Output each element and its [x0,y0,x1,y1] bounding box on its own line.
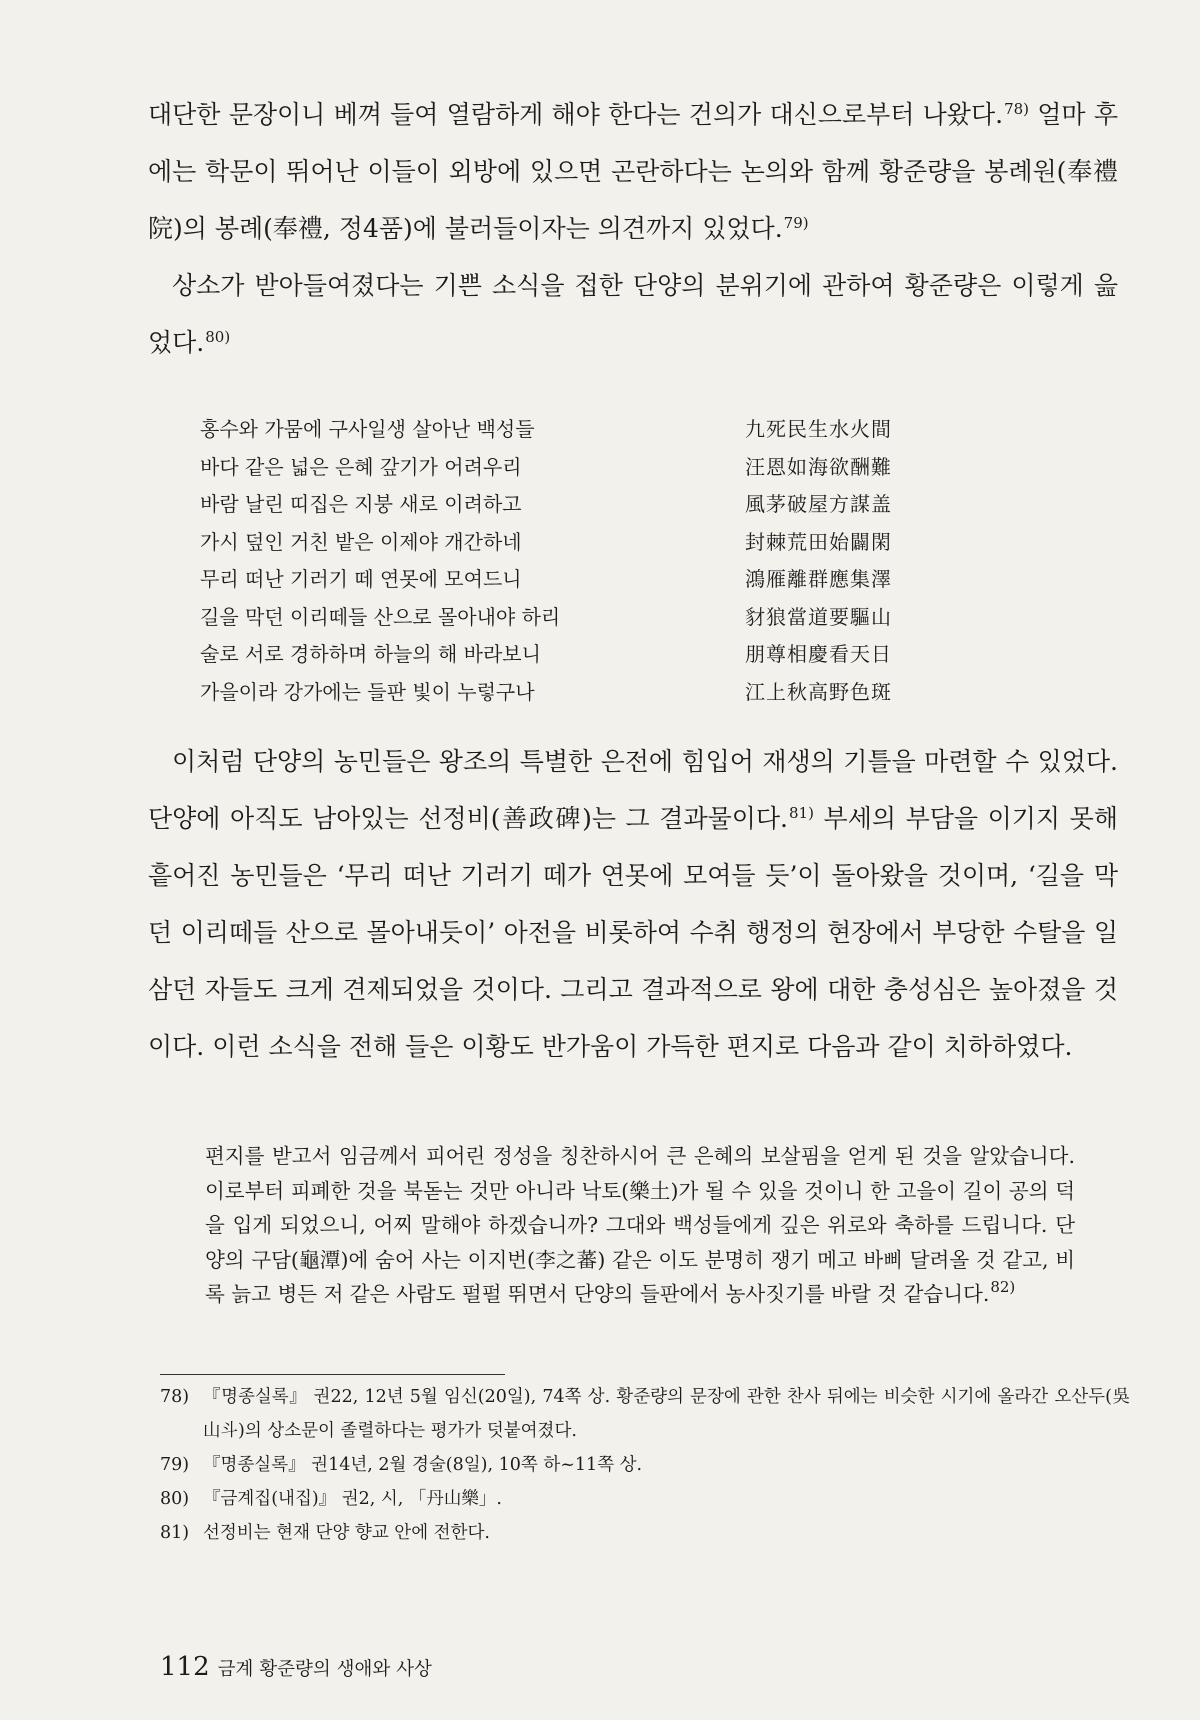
poem-line [200,411,900,449]
paragraph-text: 대단한 문장이니 베껴 들여 열람하게 해야 한다는 건의가 대신으로부터 나왔다. [148,100,1004,129]
footnote-divider [160,1374,505,1375]
page-number: 112 [160,1652,210,1682]
poem-korean: 길을 막던 이리떼들 산으로 몰아내야 하리 [200,604,561,629]
poem-chinese: 汪恩如海欲酬難 [745,454,892,479]
poem-chinese: 江上秋高野色斑 [745,679,892,704]
poem-line [200,449,900,487]
paragraph-text: 얼마 후에는 학문이 뛰어난 이들이 외방에 있으면 곤란하다는 논의와 함께 황준량을 봉례원(奉禮院)의 봉례(奉禮, 정4품)에 불러들이자는 의견까지 있었다. [148,100,1118,243]
poem-chinese: 風茅破屋方謀盖 [745,492,892,516]
poem-korean: 바다 같은 넓은 은혜 갚기가 어려우리 [200,454,522,479]
footnote-number: 80) [160,1489,190,1509]
footnote-ref-78[interactable]: 78) [1004,100,1030,118]
body-paragraph-3 [148,733,1118,1075]
poem-korean: 홍수와 가뭄에 구사일생 살아난 백성들 [200,417,535,441]
poem-korean: 무리 떠난 기러기 떼 연못에 모여드니 [200,567,522,591]
paragraph-text: 이처럼 단양의 농민들은 왕조의 특별한 은전에 힘입어 재생의 기틀을 마련할 수 있었다. 단양에 아직도 남아있는 선정비(善政碑)는 그 결과물이다. [148,747,1118,833]
poem-line [200,599,900,637]
poem-korean: 술로 서로 경하하며 하늘의 해 바라보니 [200,642,541,666]
poem-line [200,674,900,712]
footnote-item [160,1482,1130,1516]
poem-line [200,524,900,562]
body-paragraph-1 [148,86,1118,257]
poem-block [200,411,900,711]
paragraph-text: 상소가 받아들여졌다는 기쁜 소식을 접한 단양의 분위기에 관하여 황준량은 이렇게 읊었다. [148,271,1118,357]
poem-line [200,636,900,674]
letter-quote [205,1139,1075,1312]
running-title: 금계 황준량의 생애와 사상 [217,1659,432,1680]
footnote-ref-79[interactable]: 79) [783,214,809,232]
poem-chinese: 朋尊相慶看天日 [745,642,892,666]
poem-chinese: 豺狼當道要驅山 [745,604,892,629]
footnote-number: 79) [160,1455,190,1475]
poem-chinese: 封棘荒田始闢閑 [745,529,892,554]
footnote-number: 78) [160,1387,190,1407]
poem-line [200,561,900,599]
poem-korean: 바람 날린 띠집은 지붕 새로 이려하고 [200,492,522,516]
footnote-text: 『명종실록』 권22, 12년 5월 임신(20일), 74쪽 상. 황준량의 문장에 관한 찬사 뒤에는 비슷한 시기에 올라간 오산두(吳山斗)의 상소문이 졸렬하다는 평가가 덧붙여졌다. [203,1387,1130,1441]
poem-chinese: 鴻雁離群應集澤 [745,567,892,591]
footnote-item [160,1448,1130,1482]
page-footer [160,1652,432,1682]
footnote-ref-80[interactable]: 80) [205,328,231,346]
poem-line [200,486,900,524]
poem-korean: 가시 덮인 거친 밭은 이제야 개간하네 [200,529,522,554]
footnote-text: 선정비는 현재 단양 향교 안에 전한다. [203,1523,490,1543]
footnote-text: 『명종실록』 권14년, 2월 경술(8일), 10쪽 하~11쪽 상. [203,1455,643,1475]
footnote-item [160,1380,1130,1448]
footnote-text: 『금계집(내집)』 권2, 시, 「丹山樂」. [203,1489,502,1509]
footnote-ref-82[interactable]: 82) [990,1278,1016,1296]
footnote-item [160,1516,1130,1550]
footnotes-list [160,1380,1130,1550]
body-paragraph-2 [148,257,1118,371]
poem-chinese: 九死民生水火間 [745,417,892,441]
footnote-number: 81) [160,1523,190,1543]
footnote-ref-81[interactable]: 81) [789,804,814,822]
quote-text: 편지를 받고서 임금께서 피어린 정성을 칭찬하시어 큰 은혜의 보살핌을 얻게 된 것을 알았습니다. 이로부터 피폐한 것을 북돋는 것만 아니라 낙토(樂土)가 될 수 있을 것이니 한 고을이 길이 공의 덕을 입게 되었으니, 어찌 말해야 하겠습니까? 그대와 백성들에게 깊은 위로와 축하를 드립니다. 단양의 구담(龜潭)에 숨어 사는 이지번(李之蕃) 같은 이도 분명히 쟁기 메고 바삐 달려올 것 같고, 비록 늙고 병든 저 같은 사람도 펄펄 뛰면서 단양의 들판에서 농사짓기를 바랄 것 같습니다. [205,1144,1075,1306]
paragraph-text: 부세의 부담을 이기지 못해 흩어진 농민들은 ‘무리 떠난 기러기 떼가 연못에 모여들 듯’이 돌아왔을 것이며, ‘길을 막던 이리떼들 산으로 몰아내듯이’ 아전을 비롯하여 수취 행정의 현장에서 부당한 수탈을 일삼던 자들도 크게 견제되었을 것이다. 그리고 결과적으로 왕에 대한 충성심은 높아졌을 것이다. 이런 소식을 전해 들은 이황도 반가움이 가득한 편지로 다음과 같이 치하하였다. [148,804,1118,1061]
poem-korean: 가을이라 강가에는 들판 빛이 누렇구나 [200,679,535,704]
